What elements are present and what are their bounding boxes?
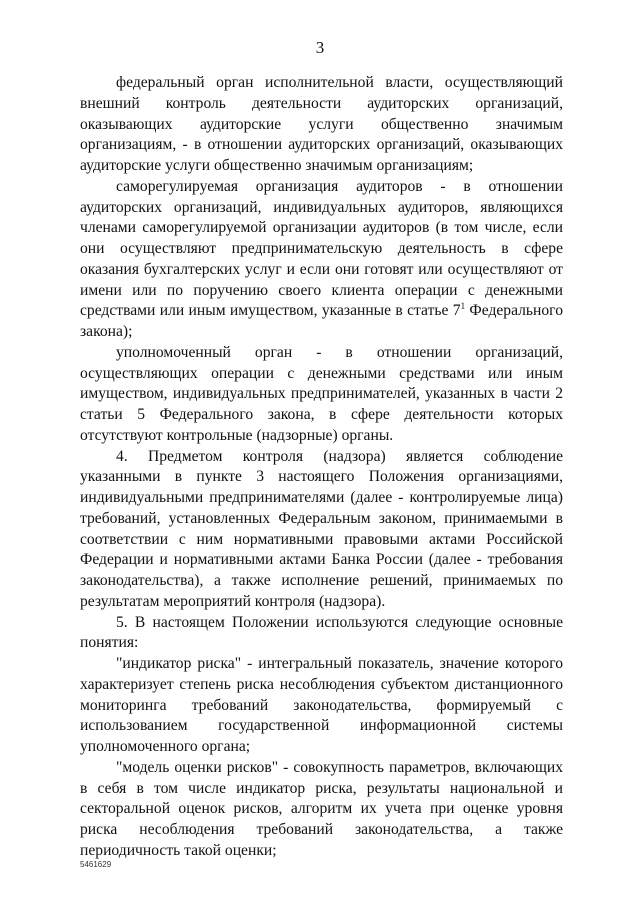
paragraph-self-regulatory-tail: Федерального закона);	[80, 302, 563, 340]
paragraph-item-4: 4. Предметом контроля (надзора) является соблюдение указанными в пункте 3 настоящего Положения организациями, индивидуальными предпринимателями (далее - контролируемые лица) требований, установленных Федеральным законом, принимаемыми в соответствии с ним нормативными правовыми актами Российской Федерации и нормативными актами Банка России (далее - требования законодательства), а также исполнение решений, принимаемых по результатам мероприятий контроля (надзора).	[80, 447, 563, 610]
paragraph-risk-model: "модель оценки рисков" - совокупность параметров, включающих в себя в том числе индикатор риска, результаты национальной и секторальной оценок рисков, алгоритм их учета при оценке уровня риска несоблюдения требований законодательства, а также периодичность такой оценки;	[80, 758, 563, 859]
paragraph-self-regulatory-org	[80, 177, 563, 343]
paragraph-self-regulatory-text: саморегулируемая организация аудиторов - в отношении аудиторских организаций, индивидуальных аудиторов, являющихся членами саморегулируемой организации аудиторов (в том числе, если они осуществляют предпринимательскую деятельность в сфере оказания бухгалтерских услуг и если они готовят или осуществляют от имени или по поручению своего клиента операции с денежными средствами или иным имуществом, указанные в статье 7	[80, 177, 563, 320]
document-body	[80, 73, 563, 862]
paragraph-authorized-body: уполномоченный орган - в отношении организаций, осуществляющих операции с денежными средствами или иным имуществом, индивидуальных предпринимателей, указанных в части 2 статьи 5 Федерального закона, в сфере деятельности которых отсутствуют контрольные (надзорные) органы.	[80, 343, 563, 444]
page-number: 3	[315, 38, 325, 57]
paragraph-item-5: 5. В настоящем Положении используются следующие основные понятия:	[80, 613, 563, 652]
superscript-article: 1	[460, 301, 466, 312]
document-id: 5461629	[80, 860, 112, 869]
paragraph-risk-indicator: "индикатор риска" - интегральный показатель, значение которого характеризует степень риска несоблюдения субъектом дистанционного мониторинга требований законодательства, формируемый с использованием государственной информационной системы уполномоченного органа;	[80, 655, 563, 755]
paragraph-federal-authority: федеральный орган исполнительной власти, осуществляющий внешний контроль деятельности аудиторских организаций, оказывающих аудиторские услуги общественно значимым организациям, - в отношении аудиторских организаций, оказывающих аудиторские услуги общественно значимым организациям;	[80, 74, 563, 174]
